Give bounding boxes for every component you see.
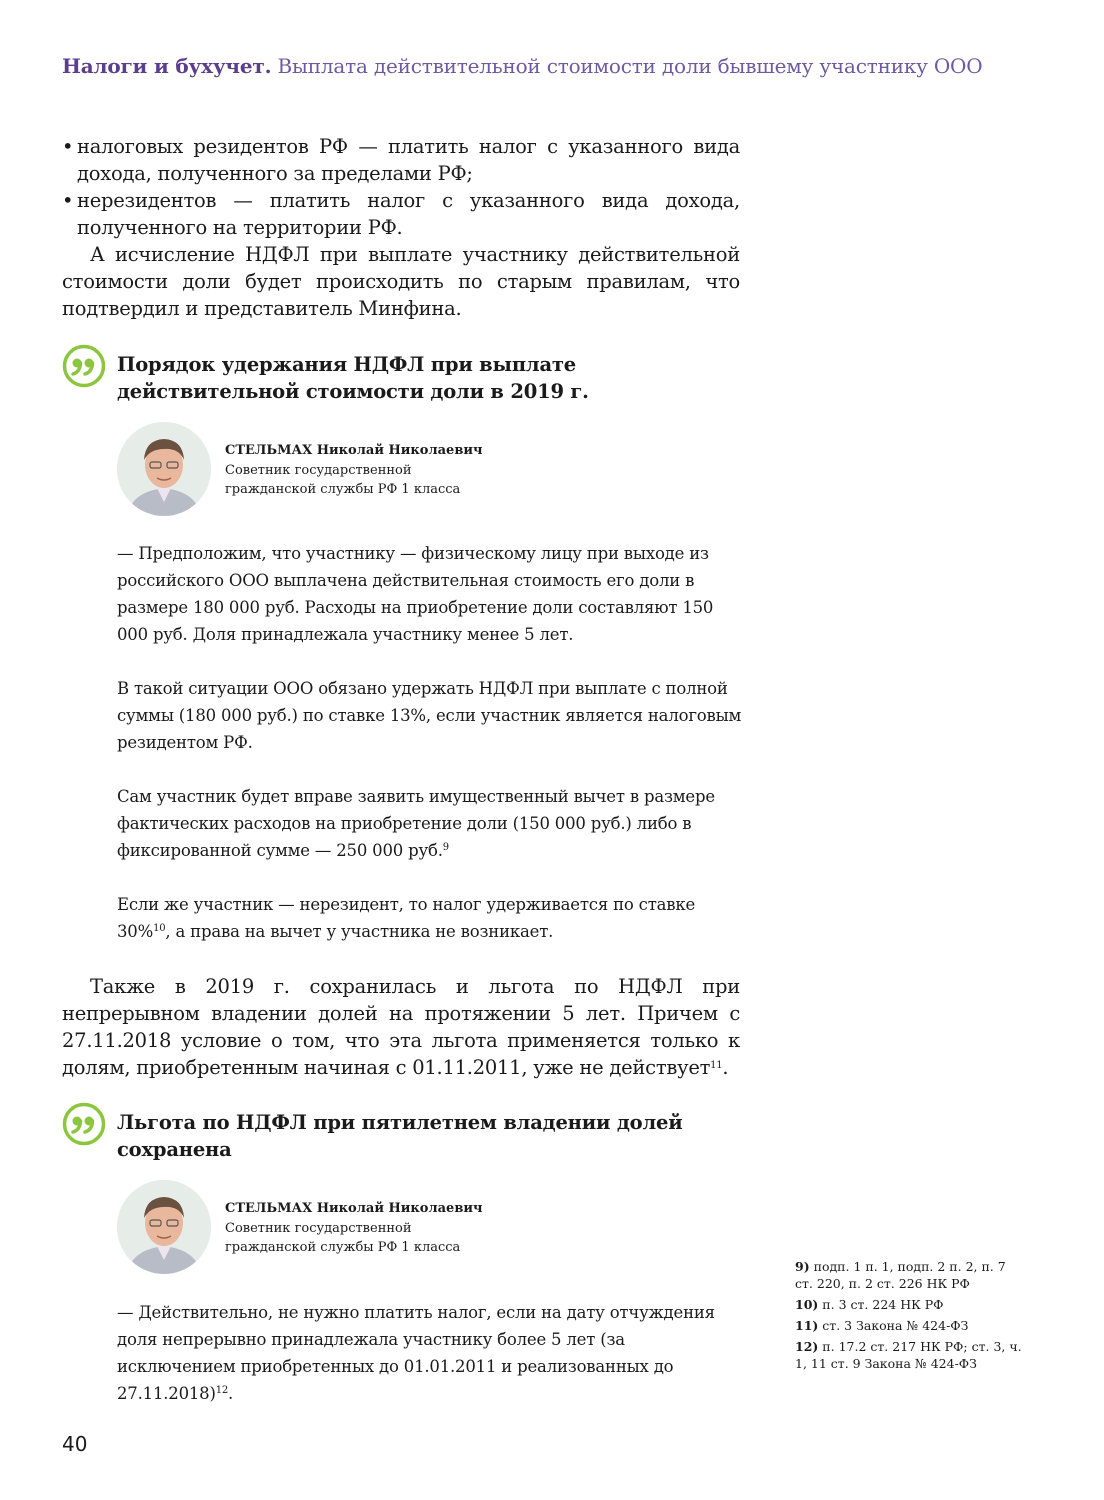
footnote: 12) п. 17.2 ст. 217 НК РФ; ст. 3, ч. 1, 11 ст. 9 Закона № 424-ФЗ: [795, 1339, 1022, 1371]
person-role: Советник государственной: [225, 1220, 412, 1236]
header-section: Налоги и бухучет.: [62, 54, 272, 78]
footnote-ref[interactable]: 11: [710, 1060, 723, 1071]
footnote: 10) п. 3 ст. 224 НК РФ: [795, 1297, 944, 1312]
avatar: [117, 1180, 211, 1274]
running-header: [62, 54, 982, 78]
quote-paragraph: Если же участник — нерезидент, то налог удерживается по ставке 30%$^{10}$, а права на вычет у участника не возникает.: [117, 895, 696, 941]
person-role: Советник государственной: [225, 462, 412, 478]
footnote: 9) подп. 1 п. 1, подп. 2 п. 2, п. 7 ст. 220, п. 2 ст. 226 НК РФ: [795, 1259, 1006, 1291]
person-photo-icon: [117, 1180, 211, 1274]
person-name: СТЕЛЬМАХ Николай Николаевич: [225, 1201, 483, 1216]
person-card: [225, 441, 483, 500]
person-role: гражданской службы РФ 1 класса: [225, 1240, 461, 1255]
quote-paragraph: — Предположим, что участнику — физическому лицу при выходе из российского ООО выплачена действительная стоимость его доли в размере 180 000 руб. Расходы на приобретение доли составляют 150 000 руб. Доля принадлежала участнику менее 5 лет.: [117, 544, 714, 644]
quote-title: Порядок удержания НДФЛ при выплате действительной стоимости доли в 2019 г.: [117, 353, 589, 403]
intro-block: [62, 133, 740, 322]
person-card: [225, 1199, 483, 1258]
quote-paragraph: В такой ситуации ООО обязано удержать НДФЛ при выплате с полной суммы (180 000 руб.) по ставке 13%, если участник является налоговым резидентом РФ.: [117, 679, 742, 752]
quote-icon: [62, 1102, 106, 1146]
paragraph: А исчисление НДФЛ при выплате участнику действительной стоимости доли будет происходить по старым правилам, что подтвердил и представитель Минфина.: [62, 243, 740, 320]
paragraph: Также в 2019 г. сохранилась и льгота по НДФЛ при непрерывном владении долей на протяжении 5 лет. Причем с 27.11.2018 условие о том, что эта льгота применяется только к долям, приобретенным начиная с 01.11.2011, уже не действует$^{11}$.: [62, 975, 740, 1079]
person-name: СТЕЛЬМАХ Николай Николаевич: [225, 443, 483, 458]
header-title: Выплата действительной стоимости доли бывшему участнику ООО: [277, 54, 983, 78]
quote-body: [117, 1299, 747, 1434]
quote-paragraph: — Действительно, не нужно платить налог, если на дату отчуждения доля непрерывно принадлежала участнику более 5 лет (за исключением приобретенных до 01.01.2011 и реализованных до 27.11.2018)$^{12}$.: [117, 1303, 715, 1403]
footnote: 11) ст. 3 Закона № 424-ФЗ: [795, 1318, 969, 1333]
quote-paragraph: Сам участник будет вправе заявить имущественный вычет в размере фактических расходов на приобретение доли (150 000 руб.) либо в фиксированной сумме — 250 000 руб.$^9$: [117, 787, 715, 860]
footnote-ref[interactable]: 9: [442, 842, 449, 853]
bullet-item: • налоговых резидентов РФ — платить налог с указанного вида дохода, полученного за пределами РФ;: [62, 133, 740, 187]
quote-body: [117, 540, 747, 972]
footnote-ref[interactable]: 12: [215, 1385, 229, 1396]
person-photo-icon: [117, 422, 211, 516]
avatar: [117, 422, 211, 516]
page-number: 40: [62, 1432, 88, 1456]
person-role: гражданской службы РФ 1 класса: [225, 482, 461, 497]
footnotes: [795, 1258, 1025, 1376]
quote-icon: [62, 344, 106, 388]
bullet-item: • нерезидентов — платить налог с указанного вида дохода, полученного на территории РФ.: [62, 187, 740, 241]
quote-title: Льгота по НДФЛ при пятилетнем владении долей сохранена: [117, 1111, 683, 1161]
footnote-ref[interactable]: 10: [153, 923, 166, 934]
